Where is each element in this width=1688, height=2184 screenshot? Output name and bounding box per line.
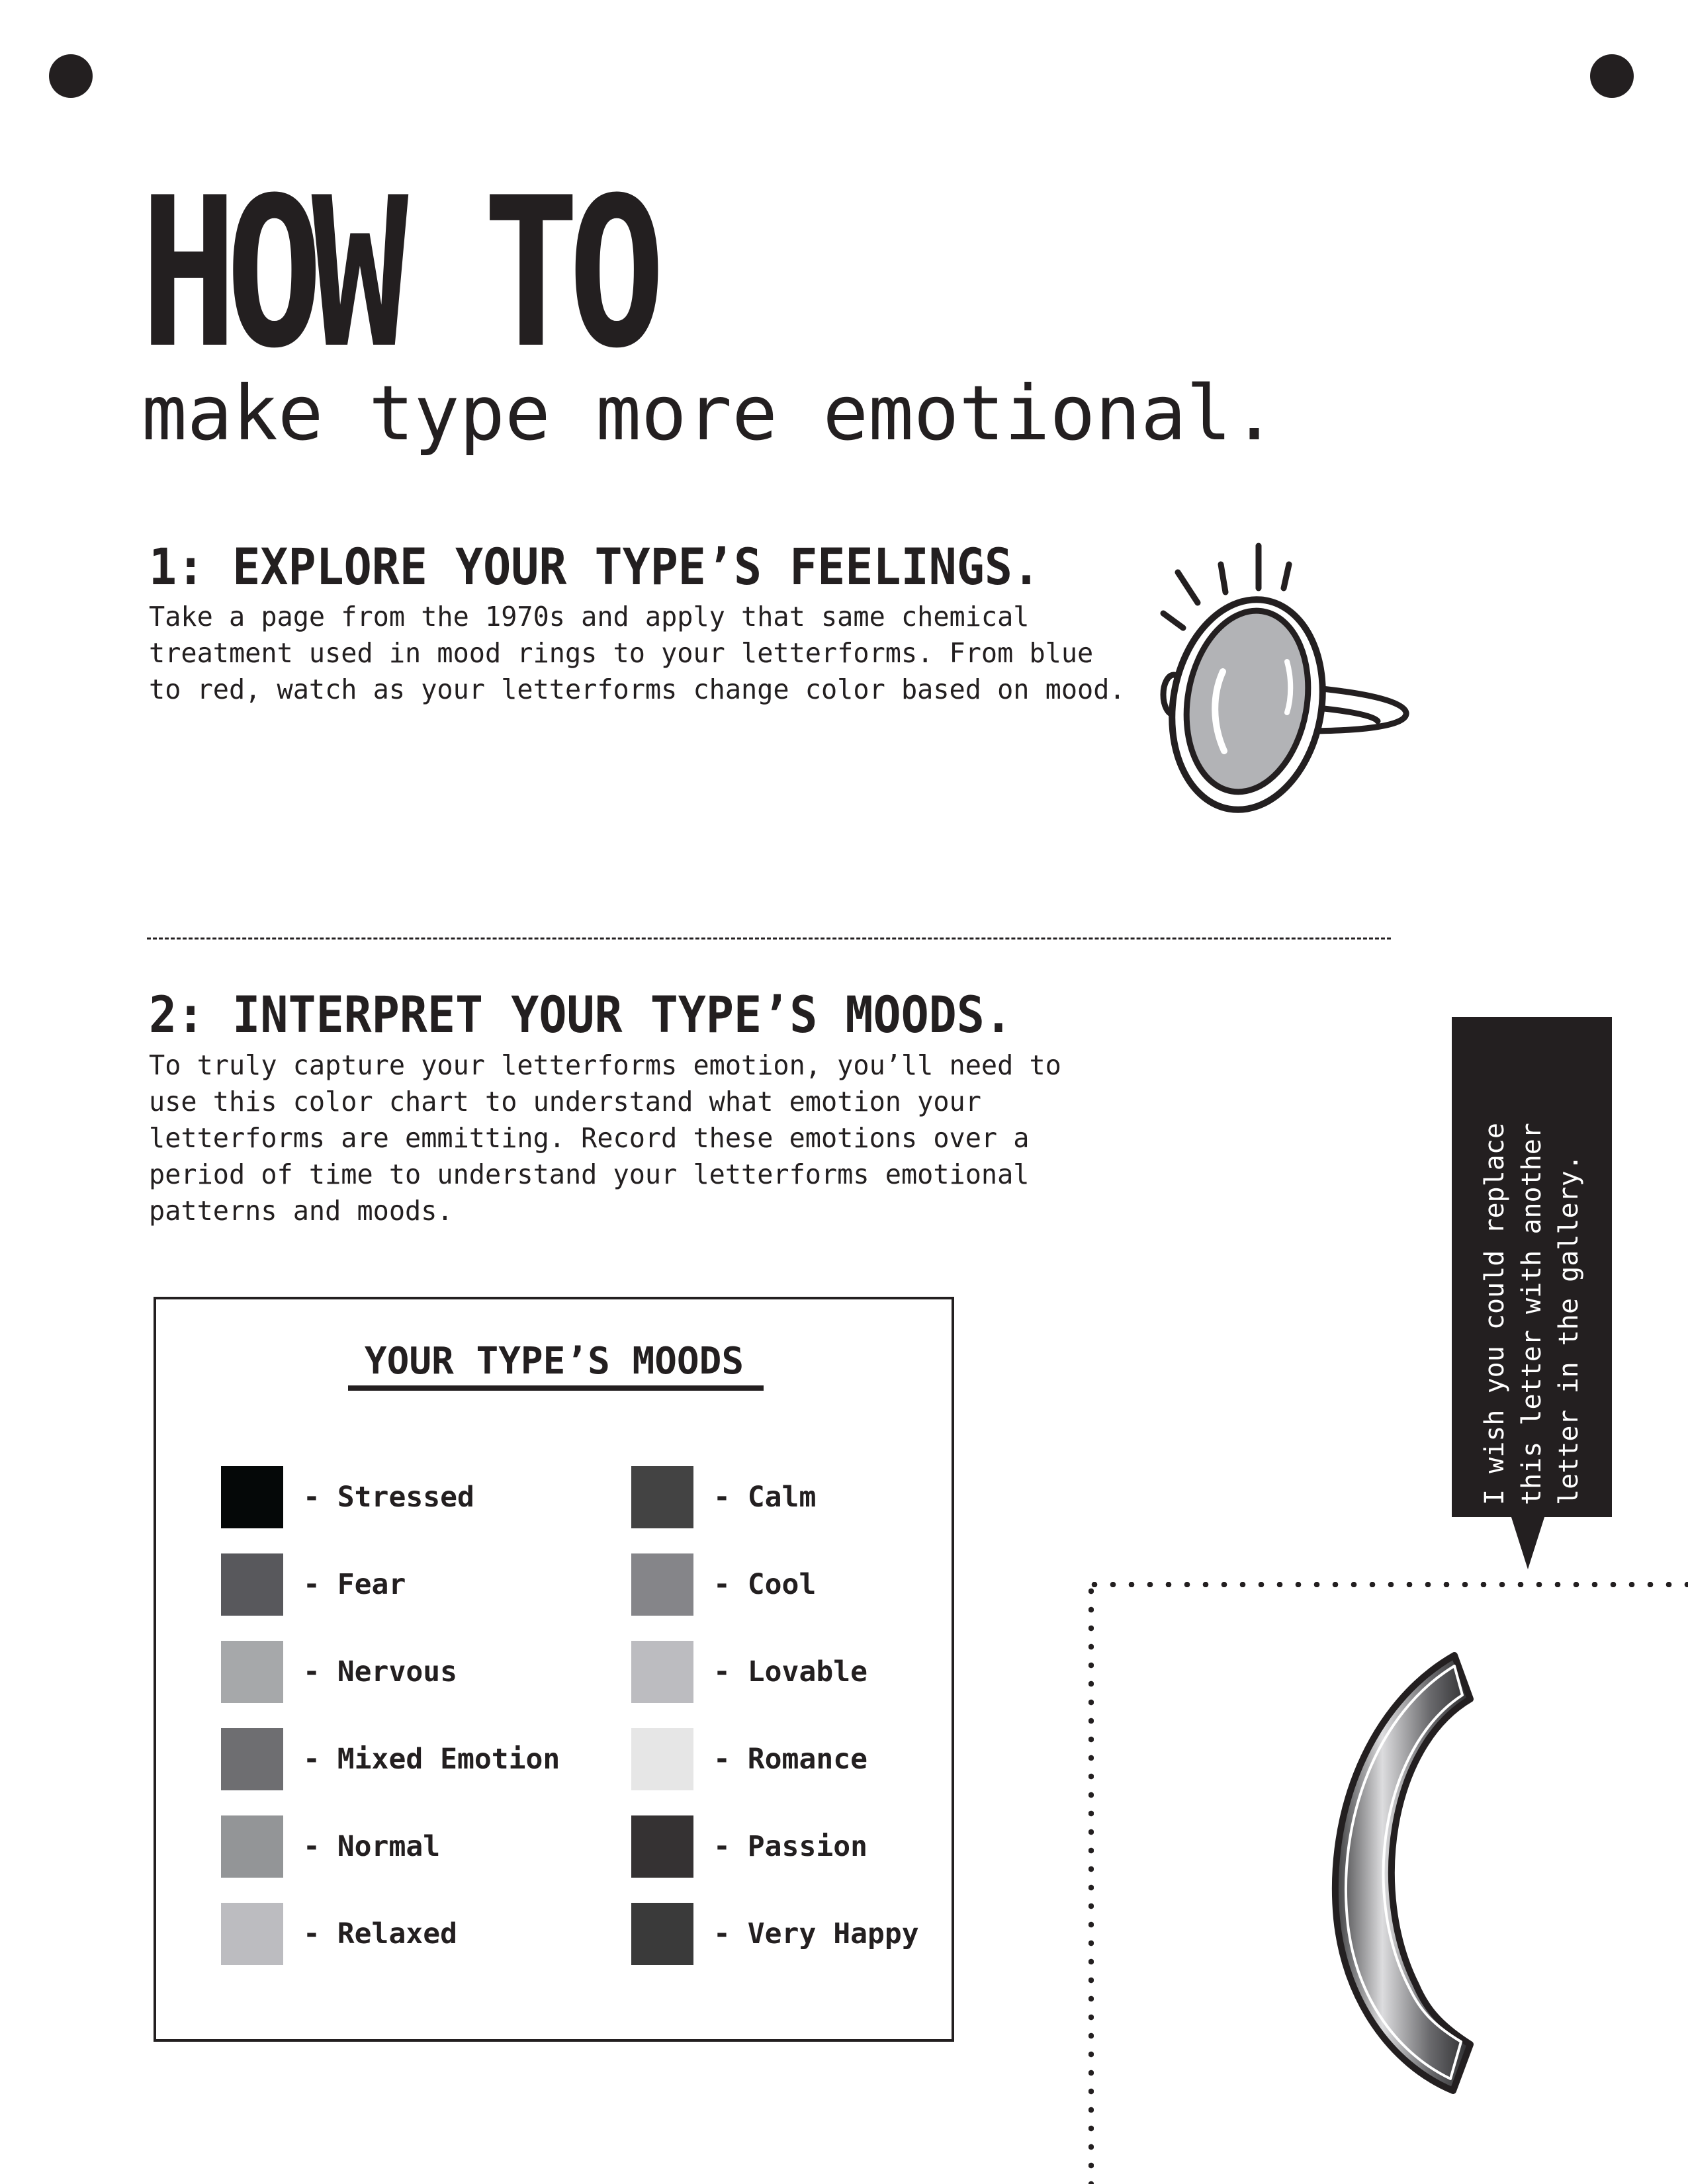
mood-item bbox=[221, 1728, 592, 1794]
corner-dot-left bbox=[49, 54, 93, 98]
moods-title-underline bbox=[348, 1385, 764, 1391]
letter-c-icon bbox=[1297, 1641, 1482, 2104]
mood-label: - Normal bbox=[303, 1830, 441, 1863]
mood-swatch bbox=[221, 1466, 283, 1528]
mood-item bbox=[221, 1903, 592, 1969]
mood-item bbox=[631, 1815, 1002, 1882]
speech-bubble bbox=[1452, 1017, 1612, 1517]
step1-body: Take a page from the 1970s and apply that same chemical treatment used in mood rings to your letterforms. From blue to red, watch as your letterforms change color based on mood. bbox=[149, 601, 1126, 705]
dotted-frame-left bbox=[1088, 1582, 1094, 2184]
step2-heading: 2: INTERPRET YOUR TYPE’S MOODS. bbox=[149, 985, 1012, 1044]
mood-item bbox=[221, 1553, 592, 1620]
mood-item bbox=[631, 1903, 1002, 1969]
mood-label: - Relaxed bbox=[303, 1917, 457, 1950]
mood-item bbox=[631, 1553, 1002, 1620]
mood-item bbox=[631, 1466, 1002, 1532]
mood-label: - Calm bbox=[713, 1481, 817, 1514]
mood-label: - Stressed bbox=[303, 1481, 474, 1514]
step2-body: To truly capture your letterforms emotion, you’ll need to use this color chart to understand what emotion your letterforms are emmitting. Record these emotions over a period of time to understand your letterforms emotional patterns and moods. bbox=[149, 1049, 1061, 1227]
mood-swatch bbox=[631, 1903, 693, 1965]
mood-swatch bbox=[631, 1728, 693, 1790]
speech-bubble-text: I wish you could replace this letter with another letter in the gallery. bbox=[1480, 1123, 1584, 1505]
mood-swatch bbox=[221, 1728, 283, 1790]
mood-swatch bbox=[221, 1815, 283, 1878]
mood-swatch bbox=[631, 1553, 693, 1616]
mood-item bbox=[221, 1815, 592, 1882]
mood-label: - Very Happy bbox=[713, 1917, 919, 1950]
mood-swatch bbox=[221, 1641, 283, 1703]
moods-chart-title: YOUR TYPE’S MOODS bbox=[364, 1340, 744, 1383]
mood-swatch bbox=[631, 1815, 693, 1878]
mood-label: - Lovable bbox=[713, 1655, 867, 1688]
speech-bubble-tail bbox=[1511, 1515, 1545, 1569]
mood-label: - Nervous bbox=[303, 1655, 457, 1688]
mood-label: - Romance bbox=[713, 1743, 867, 1776]
mood-item bbox=[221, 1641, 592, 1707]
mood-swatch bbox=[631, 1641, 693, 1703]
mood-label: - Cool bbox=[713, 1568, 817, 1601]
mood-swatch bbox=[221, 1553, 283, 1616]
step1-heading: 1: EXPLORE YOUR TYPE’S FEELINGS. bbox=[149, 537, 1041, 596]
mood-swatch bbox=[631, 1466, 693, 1528]
mood-label: - Fear bbox=[303, 1568, 406, 1601]
page-subtitle: make type more emotional. bbox=[142, 369, 1277, 457]
mood-swatch bbox=[221, 1903, 283, 1965]
corner-dot-right bbox=[1590, 54, 1634, 98]
mood-item bbox=[631, 1641, 1002, 1707]
section-divider bbox=[147, 938, 1391, 939]
page-title: HOW TO bbox=[140, 153, 654, 394]
mood-label: - Mixed Emotion bbox=[303, 1743, 560, 1776]
mood-ring-icon bbox=[1151, 539, 1416, 824]
mood-label: - Passion bbox=[713, 1830, 867, 1863]
mood-item bbox=[631, 1728, 1002, 1794]
dotted-frame-top bbox=[1085, 1582, 1688, 1587]
mood-item bbox=[221, 1466, 592, 1532]
